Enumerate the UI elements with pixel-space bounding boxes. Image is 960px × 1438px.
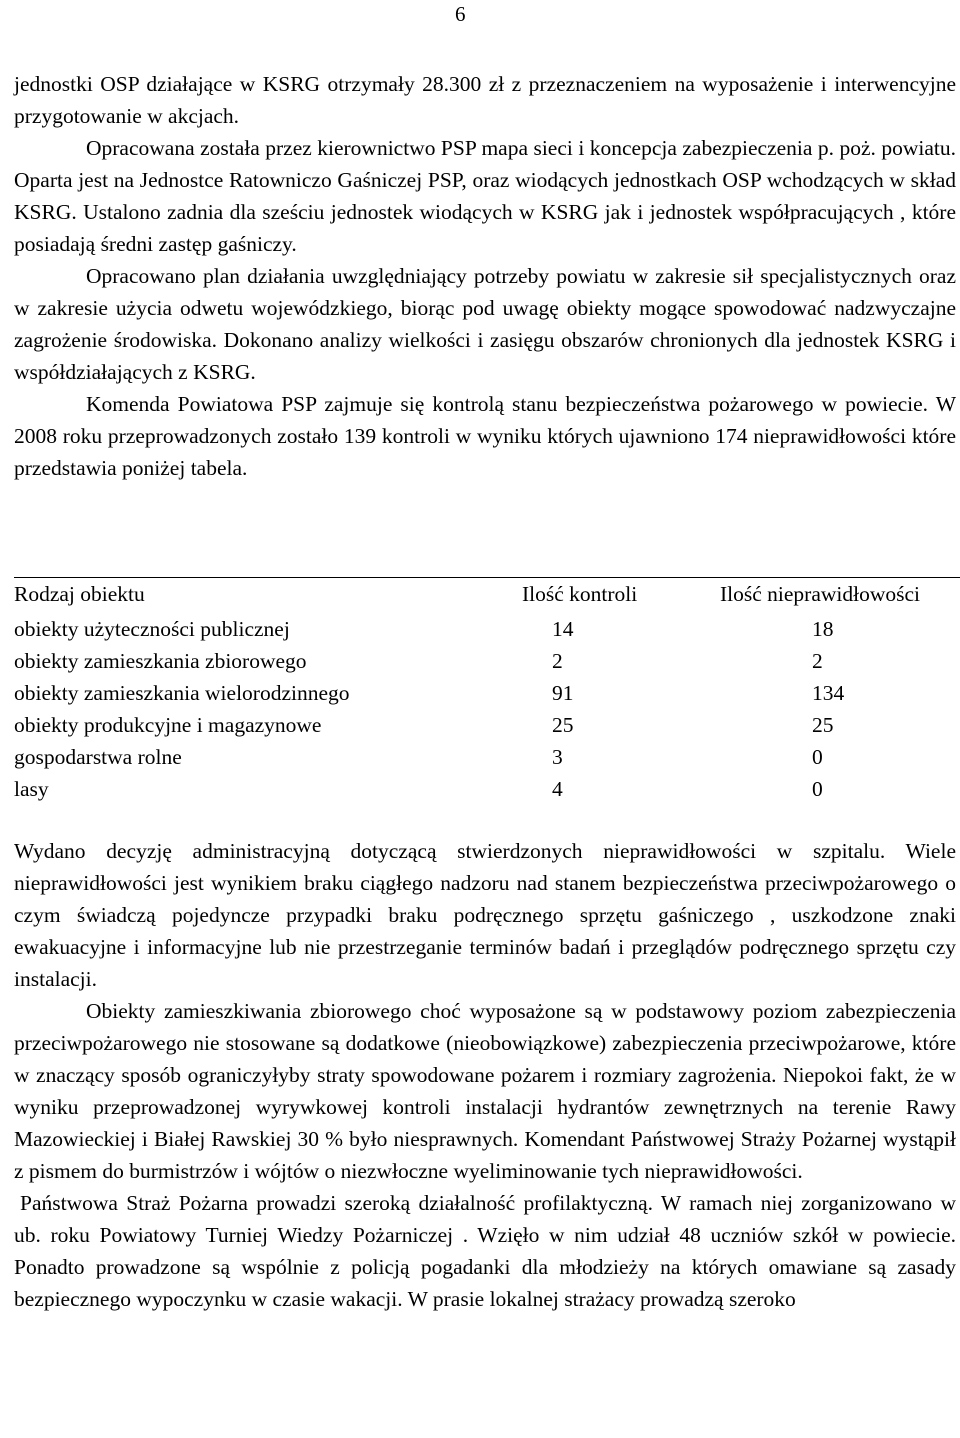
- table-row: [14, 611, 960, 645]
- cell-irregularity-count: 2: [812, 649, 823, 673]
- paragraph-inspections-intro: Komenda Powiatowa PSP zajmuje się kontrolą stanu bezpieczeństwa pożarowego w powiecie. W 2008 roku przeprowadzonych zostało 139 kontroli w wyniku których ujawniono 174 nieprawidłowości które przedstawia poniżej tabela.: [14, 392, 956, 480]
- header-object-type: Rodzaj obiektu: [14, 582, 145, 606]
- cell-inspection-count: 14: [552, 617, 574, 641]
- cell-object-type: lasy: [14, 777, 49, 801]
- table-header-row: [14, 578, 960, 611]
- cell-object-type: gospodarstwa rolne: [14, 745, 182, 769]
- paragraph-network-map: Opracowana została przez kierownictwo PSP mapa sieci i koncepcja zabezpieczenia p. poż. powiatu. Oparta jest na Jednostce Ratowniczo Gaśniczej PSP, oraz wiodących jednostkach OSP wchodzących w skład KSRG. Ustalono zadnia dla sześciu jednostek wiodących w KSRG jak i jednostek współpracujących , które posiadają średni zastęp gaśniczy.: [14, 136, 956, 256]
- bottom-text-block: [14, 835, 956, 1315]
- cell-inspection-count: 25: [552, 713, 574, 737]
- cell-inspection-count: 4: [552, 777, 563, 801]
- inspection-table: [14, 578, 960, 805]
- cell-object-type: obiekty zamieszkania wielorodzinnego: [14, 681, 350, 705]
- table-row: [14, 645, 960, 677]
- cell-inspection-count: 2: [552, 649, 563, 673]
- cell-object-type: obiekty zamieszkania zbiorowego: [14, 649, 307, 673]
- paragraph-administrative-decision: Wydano decyzję administracyjną dotyczącą stwierdzonych nieprawidłowości w szpitalu. Wiele nieprawidłowości jest wynikiem braku ciągłego nadzoru nad stanem bezpieczeństwa przeciwpożarowego o czym świadczą pojedyncze przypadki braku podręcznego sprzętu gaśniczego , uszkodzone znaki ewakuacyjne i informacyjne lub nie przestrzeganie terminów badań i przeglądów podręcznego sprzętu czy instalacji.: [14, 839, 956, 991]
- cell-irregularity-count: 18: [812, 617, 834, 641]
- cell-irregularity-count: 25: [812, 713, 834, 737]
- cell-irregularity-count: 134: [812, 681, 845, 705]
- cell-irregularity-count: 0: [812, 777, 823, 801]
- paragraph-prevention-activity: Państwowa Straż Pożarna prowadzi szeroką działalność profilaktyczną. W ramach niej zorganizowano w ub. roku Powiatowy Turniej Wiedzy Pożarniczej . Wzięło w nim udział 48 uczniów szkół w powiecie. Ponadto prowadzone są wspólnie z policją pogadanki dla młodzieży na których omawiane są zasady bezpiecznego wypoczynku w czasie wakacji. W prasie lokalnej strażacy prowadzą szeroko: [14, 1191, 956, 1311]
- cell-object-type: obiekty produkcyjne i magazynowe: [14, 713, 322, 737]
- table-row: [14, 773, 960, 805]
- cell-inspection-count: 91: [552, 681, 574, 705]
- paragraph-action-plan: Opracowano plan działania uwzględniający potrzeby powiatu w zakresie sił specjalistycznych oraz w zakresie użycia odwetu wojewódzkiego, biorąc pod uwagę obiekty mogące spowodować nadzwyczajne zagrożenie środowiska. Dokonano analizy wielkości i zasięgu obszarów chronionych dla jednostek KSRG i współdziałających z KSRG.: [14, 264, 956, 384]
- paragraph-collective-housing: Obiekty zamieszkiwania zbiorowego choć wyposażone są w podstawowy poziom zabezpieczenia przeciwpożarowego nie stosowane są dodatkowe (nieobowiązkowe) zabezpieczenia przeciwpożarowe, które w znaczący sposób ograniczyłyby straty spowodowane pożarem i rozmiary zagrożenia. Niepokoi fakt, że w wyniku przeprowadzonej wyrywkowej kontroli instalacji hydrantów zewnętrznych na terenie Rawy Mazowieckiej i Białej Rawskiej 30 % było niesprawnych. Komendant Państwowej Straży Pożarnej wystąpił z pismem do burmistrzów i wójtów o niezwłoczne wyeliminowanie tych nieprawidłowości.: [14, 999, 956, 1183]
- paragraph-osp-funding: jednostki OSP działające w KSRG otrzymały 28.300 zł z przeznaczeniem na wyposażenie i interwencyjne przygotowanie w akcjach.: [14, 72, 956, 128]
- table-row: [14, 741, 960, 773]
- header-irregularity-count: Ilość nieprawidłowości: [720, 582, 921, 606]
- page-number: 6: [455, 2, 466, 26]
- table-row: [14, 709, 960, 741]
- header-inspection-count: Ilość kontroli: [522, 582, 638, 606]
- cell-object-type: obiekty użyteczności publicznej: [14, 617, 290, 641]
- cell-irregularity-count: 0: [812, 745, 823, 769]
- cell-inspection-count: 3: [552, 745, 563, 769]
- top-text-block: [14, 68, 956, 484]
- inspection-table-wrapper: [14, 577, 960, 805]
- table-row: [14, 677, 960, 709]
